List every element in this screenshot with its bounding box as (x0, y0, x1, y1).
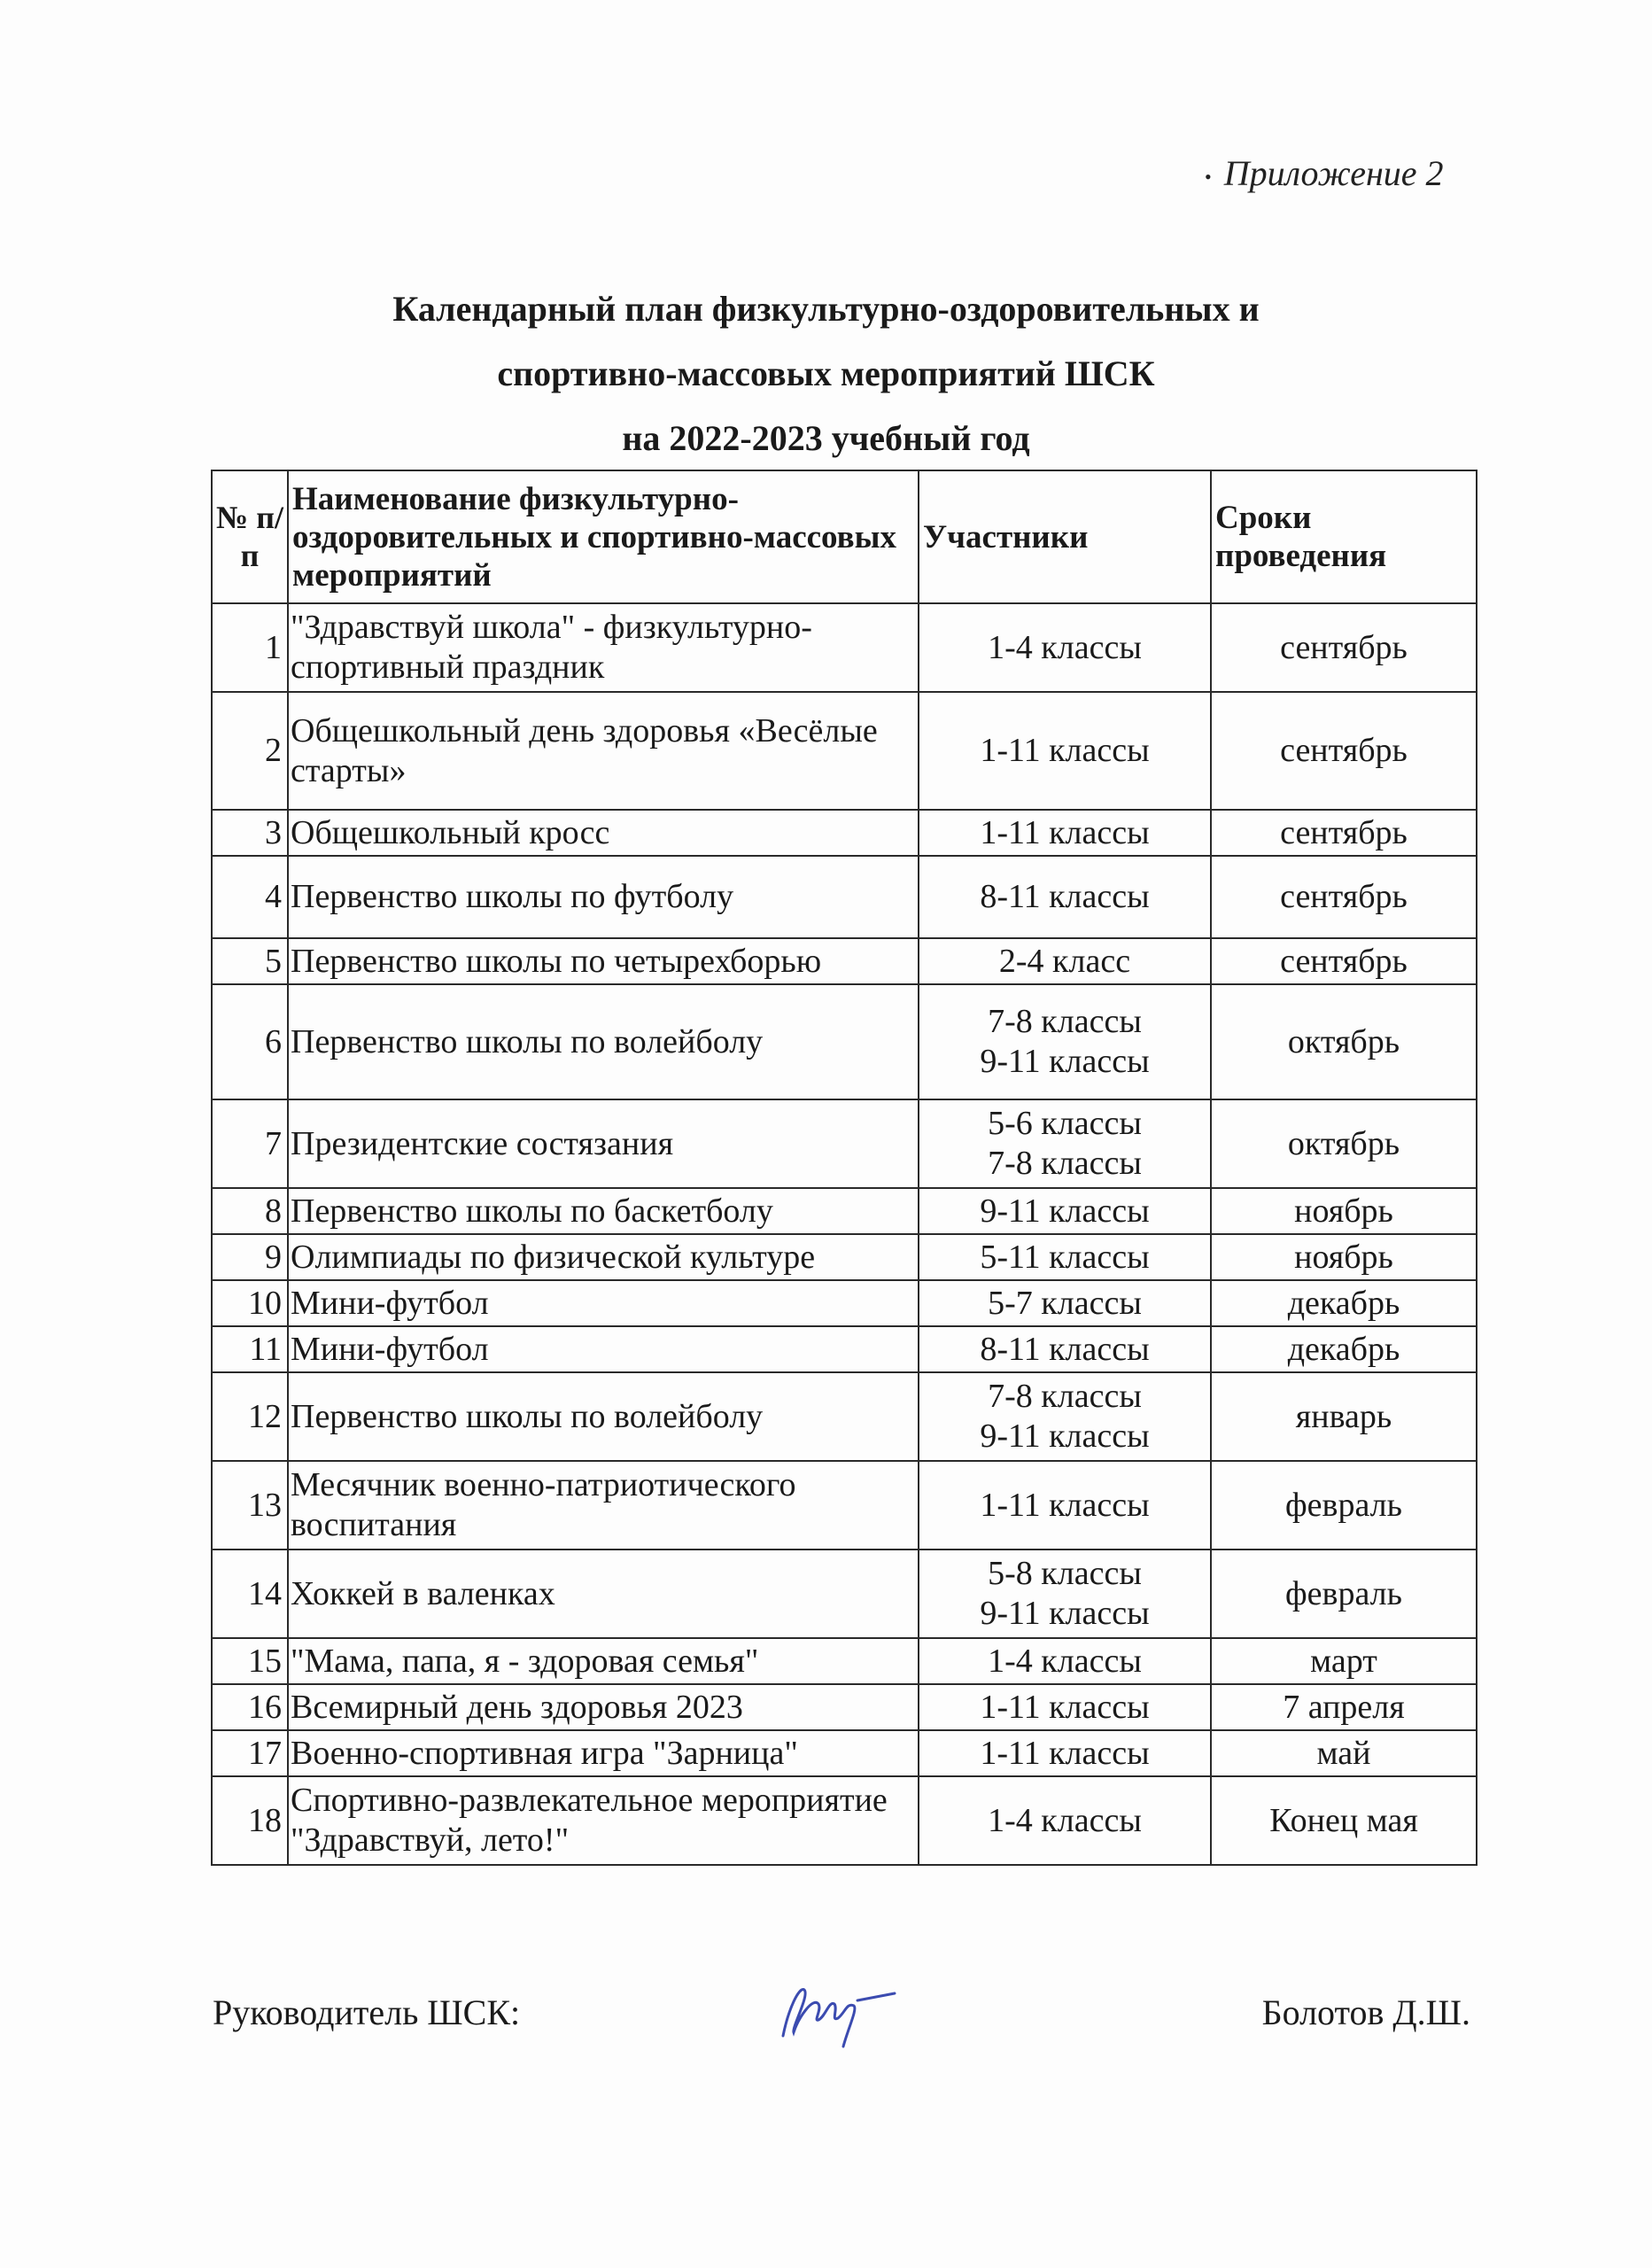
table-row (212, 810, 1477, 856)
cell-participants (919, 1550, 1211, 1638)
cell-date: ноябрь (1211, 1234, 1477, 1280)
participants-line: 1-11 классы (980, 732, 1150, 769)
table-header-row (212, 470, 1477, 603)
cell-participants (919, 1638, 1211, 1684)
cell-event-name: Всемирный день здоровья 2023 (288, 1684, 919, 1730)
cell-date: октябрь (1211, 1099, 1477, 1188)
cell-num: 2 (212, 692, 288, 810)
cell-date: 7 апреля (1211, 1684, 1477, 1730)
cell-participants (919, 984, 1211, 1099)
cell-event-name: Военно-спортивная игра "Зарница" (288, 1730, 919, 1776)
cell-date: декабрь (1211, 1326, 1477, 1372)
table-row (212, 856, 1477, 938)
table-row (212, 1461, 1477, 1550)
cell-event-name: Мини-футбол (288, 1326, 919, 1372)
cell-event-name: "Мама, папа, я - здоровая семья" (288, 1638, 919, 1684)
table-row (212, 603, 1477, 692)
participants-line: 5-6 классы (988, 1105, 1142, 1142)
table-row (212, 1550, 1477, 1638)
cell-participants (919, 1461, 1211, 1550)
table-row (212, 1730, 1477, 1776)
header-num: № п/п (212, 470, 288, 603)
participants-line: 5-8 классы (988, 1555, 1142, 1592)
header-participants: Участники (919, 470, 1211, 603)
cell-num: 10 (212, 1280, 288, 1326)
cell-event-name: Общешкольный день здоровья «Весёлые старты» (288, 692, 919, 810)
cell-num: 7 (212, 1099, 288, 1188)
table-row (212, 1188, 1477, 1234)
header-dates: Сроки проведения (1211, 470, 1477, 603)
cell-event-name: "Здравствуй школа" - физкультурно-спортивный праздник (288, 603, 919, 692)
cell-event-name: Президентские состязания (288, 1099, 919, 1188)
cell-date: январь (1211, 1372, 1477, 1461)
table-row (212, 1776, 1477, 1865)
cell-participants (919, 938, 1211, 984)
table-row (212, 1099, 1477, 1188)
cell-event-name: Мини-футбол (288, 1280, 919, 1326)
participants-line: 1-4 классы (988, 1801, 1142, 1839)
cell-participants (919, 1234, 1211, 1280)
title-line-2: спортивно-массовых мероприятий ШСК (497, 353, 1155, 393)
cell-num: 18 (212, 1776, 288, 1865)
participants-line: 1-4 классы (988, 628, 1142, 666)
table-row (212, 1638, 1477, 1684)
participants-line: 8-11 классы (980, 878, 1150, 915)
participants-line: 1-11 классы (980, 1688, 1150, 1726)
cell-num: 8 (212, 1188, 288, 1234)
table-row (212, 1280, 1477, 1326)
table-row (212, 938, 1477, 984)
table-row (212, 1326, 1477, 1372)
participants-line: 5-11 классы (980, 1238, 1150, 1276)
appendix-text: Приложение 2 (1223, 153, 1444, 193)
cell-date: сентябрь (1211, 856, 1477, 938)
participants-line: 9-11 классы (980, 1595, 1150, 1632)
cell-event-name: Общешкольный кросс (288, 810, 919, 856)
table-row (212, 984, 1477, 1099)
cell-event-name: Первенство школы по волейболу (288, 1372, 919, 1461)
cell-participants (919, 856, 1211, 938)
cell-participants (919, 1188, 1211, 1234)
participants-line: 1-4 классы (988, 1642, 1142, 1680)
cell-event-name: Первенство школы по футболу (288, 856, 919, 938)
cell-participants (919, 1099, 1211, 1188)
cell-event-name: Первенство школы по четырехборью (288, 938, 919, 984)
cell-num: 9 (212, 1234, 288, 1280)
cell-date: ноябрь (1211, 1188, 1477, 1234)
cell-date: декабрь (1211, 1280, 1477, 1326)
signature-mark (772, 1974, 905, 2054)
cell-date: февраль (1211, 1550, 1477, 1638)
cell-num: 14 (212, 1550, 288, 1638)
participants-line: 9-11 классы (980, 1043, 1150, 1080)
cell-event-name: Спортивно-развлекательное мероприятие "Здравствуй, лето!" (288, 1776, 919, 1865)
cell-num: 3 (212, 810, 288, 856)
participants-line: 9-11 классы (980, 1192, 1150, 1230)
cell-date: март (1211, 1638, 1477, 1684)
appendix-label (1205, 152, 1444, 194)
table-row (212, 692, 1477, 810)
cell-num: 5 (212, 938, 288, 984)
cell-num: 15 (212, 1638, 288, 1684)
header-name: Наименование физкультурно-оздоровительных и спортивно-массовых мероприятий (288, 470, 919, 603)
table-row (212, 1684, 1477, 1730)
cell-event-name: Первенство школы по волейболу (288, 984, 919, 1099)
cell-participants (919, 1280, 1211, 1326)
cell-num: 6 (212, 984, 288, 1099)
cell-event-name: Первенство школы по баскетболу (288, 1188, 919, 1234)
cell-participants (919, 603, 1211, 692)
cell-date: февраль (1211, 1461, 1477, 1550)
cell-num: 16 (212, 1684, 288, 1730)
participants-line: 9-11 классы (980, 1418, 1150, 1455)
participants-line: 5-7 классы (988, 1284, 1142, 1322)
table-row (212, 1372, 1477, 1461)
cell-event-name: Месячник военно-патриотического воспитания (288, 1461, 919, 1550)
cell-participants (919, 1372, 1211, 1461)
participants-line: 1-11 классы (980, 1734, 1150, 1772)
table-body (212, 603, 1477, 1865)
cell-participants (919, 1776, 1211, 1865)
cell-num: 13 (212, 1461, 288, 1550)
cell-date: Конец мая (1211, 1776, 1477, 1865)
cell-date: сентябрь (1211, 692, 1477, 810)
cell-date: октябрь (1211, 984, 1477, 1099)
events-table (211, 470, 1477, 1866)
signer-name: Болотов Д.Ш. (1261, 1992, 1470, 2032)
cell-date: сентябрь (1211, 938, 1477, 984)
cell-num: 11 (212, 1326, 288, 1372)
cell-participants (919, 1326, 1211, 1372)
document-title (0, 276, 1652, 470)
title-line-1: Календарный план физкультурно-оздоровительных и (392, 289, 1260, 329)
cell-event-name: Олимпиады по физической культуре (288, 1234, 919, 1280)
cell-num: 1 (212, 603, 288, 692)
cell-num: 4 (212, 856, 288, 938)
participants-line: 7-8 классы (988, 1378, 1142, 1415)
cell-num: 17 (212, 1730, 288, 1776)
cell-participants (919, 1730, 1211, 1776)
cell-participants (919, 1684, 1211, 1730)
participants-line: 1-11 классы (980, 1486, 1150, 1524)
cell-participants (919, 692, 1211, 810)
table-row (212, 1234, 1477, 1280)
participants-line: 2-4 класс (998, 942, 1131, 980)
bullet-icon: • (1205, 165, 1212, 188)
title-line-3: на 2022-2023 учебный год (622, 418, 1030, 458)
signer-role: Руководитель ШСК: (213, 1992, 521, 2032)
participants-line: 1-11 классы (980, 813, 1150, 851)
cell-date: май (1211, 1730, 1477, 1776)
cell-date: сентябрь (1211, 810, 1477, 856)
cell-num: 12 (212, 1372, 288, 1461)
cell-event-name: Хоккей в валенках (288, 1550, 919, 1638)
cell-participants (919, 810, 1211, 856)
participants-line: 7-8 классы (988, 1003, 1142, 1040)
participants-line: 7-8 классы (988, 1145, 1142, 1182)
cell-date: сентябрь (1211, 603, 1477, 692)
participants-line: 8-11 классы (980, 1330, 1150, 1368)
